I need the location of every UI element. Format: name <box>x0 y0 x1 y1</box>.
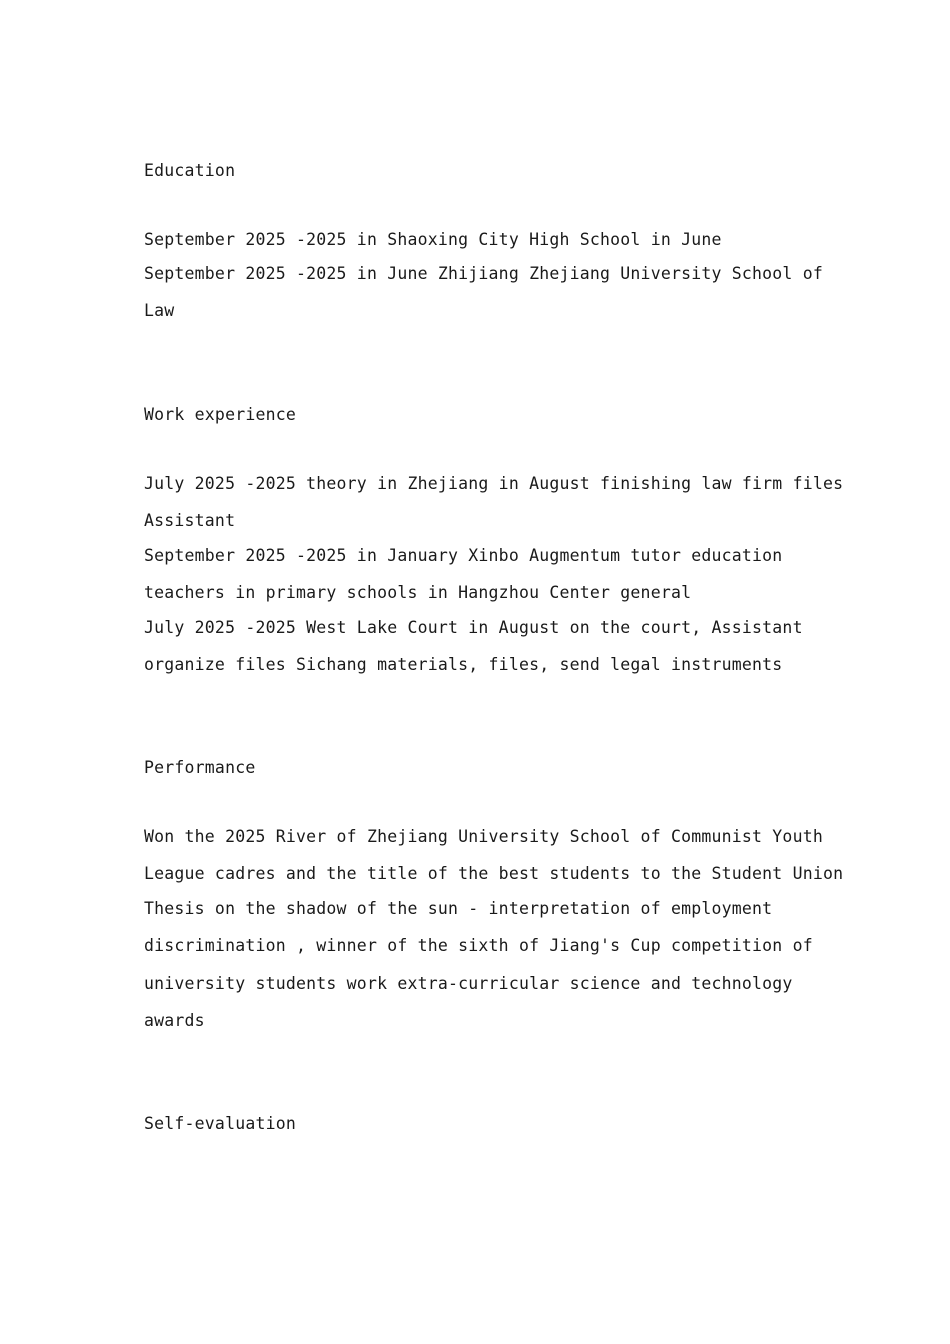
work-experience-line: teachers in primary schools in Hangzhou Center general <box>144 583 692 602</box>
education-line: September 2025 -2025 in June Zhijiang Zhejiang University School of <box>144 264 823 283</box>
work-experience-line: September 2025 -2025 in January Xinbo Augmentum tutor education <box>144 546 783 565</box>
work-experience-line: organize files Sichang materials, files, send legal instruments <box>144 655 783 674</box>
performance-line: League cadres and the title of the best students to the Student Union <box>144 864 844 883</box>
performance-line: discrimination , winner of the sixth of Jiang's Cup competition of <box>144 936 813 955</box>
work-experience-line: July 2025 -2025 West Lake Court in August on the court, Assistant <box>144 618 803 637</box>
performance-line: Thesis on the shadow of the sun - interpretation of employment <box>144 899 773 918</box>
work-experience-line: Assistant <box>144 511 236 530</box>
work-experience-heading: Work experience <box>144 405 297 424</box>
performance-heading: Performance <box>144 758 256 777</box>
work-experience-line: July 2025 -2025 theory in Zhejiang in August finishing law firm files <box>144 474 844 493</box>
education-line: September 2025 -2025 in Shaoxing City High School in June <box>144 230 722 249</box>
performance-line: Won the 2025 River of Zhejiang University School of Communist Youth <box>144 827 823 846</box>
performance-line: awards <box>144 1011 205 1030</box>
self-evaluation-heading: Self-evaluation <box>144 1114 297 1133</box>
education-heading: Education <box>144 161 236 180</box>
performance-line: university students work extra-curricular science and technology <box>144 974 793 993</box>
education-line: Law <box>144 301 175 320</box>
